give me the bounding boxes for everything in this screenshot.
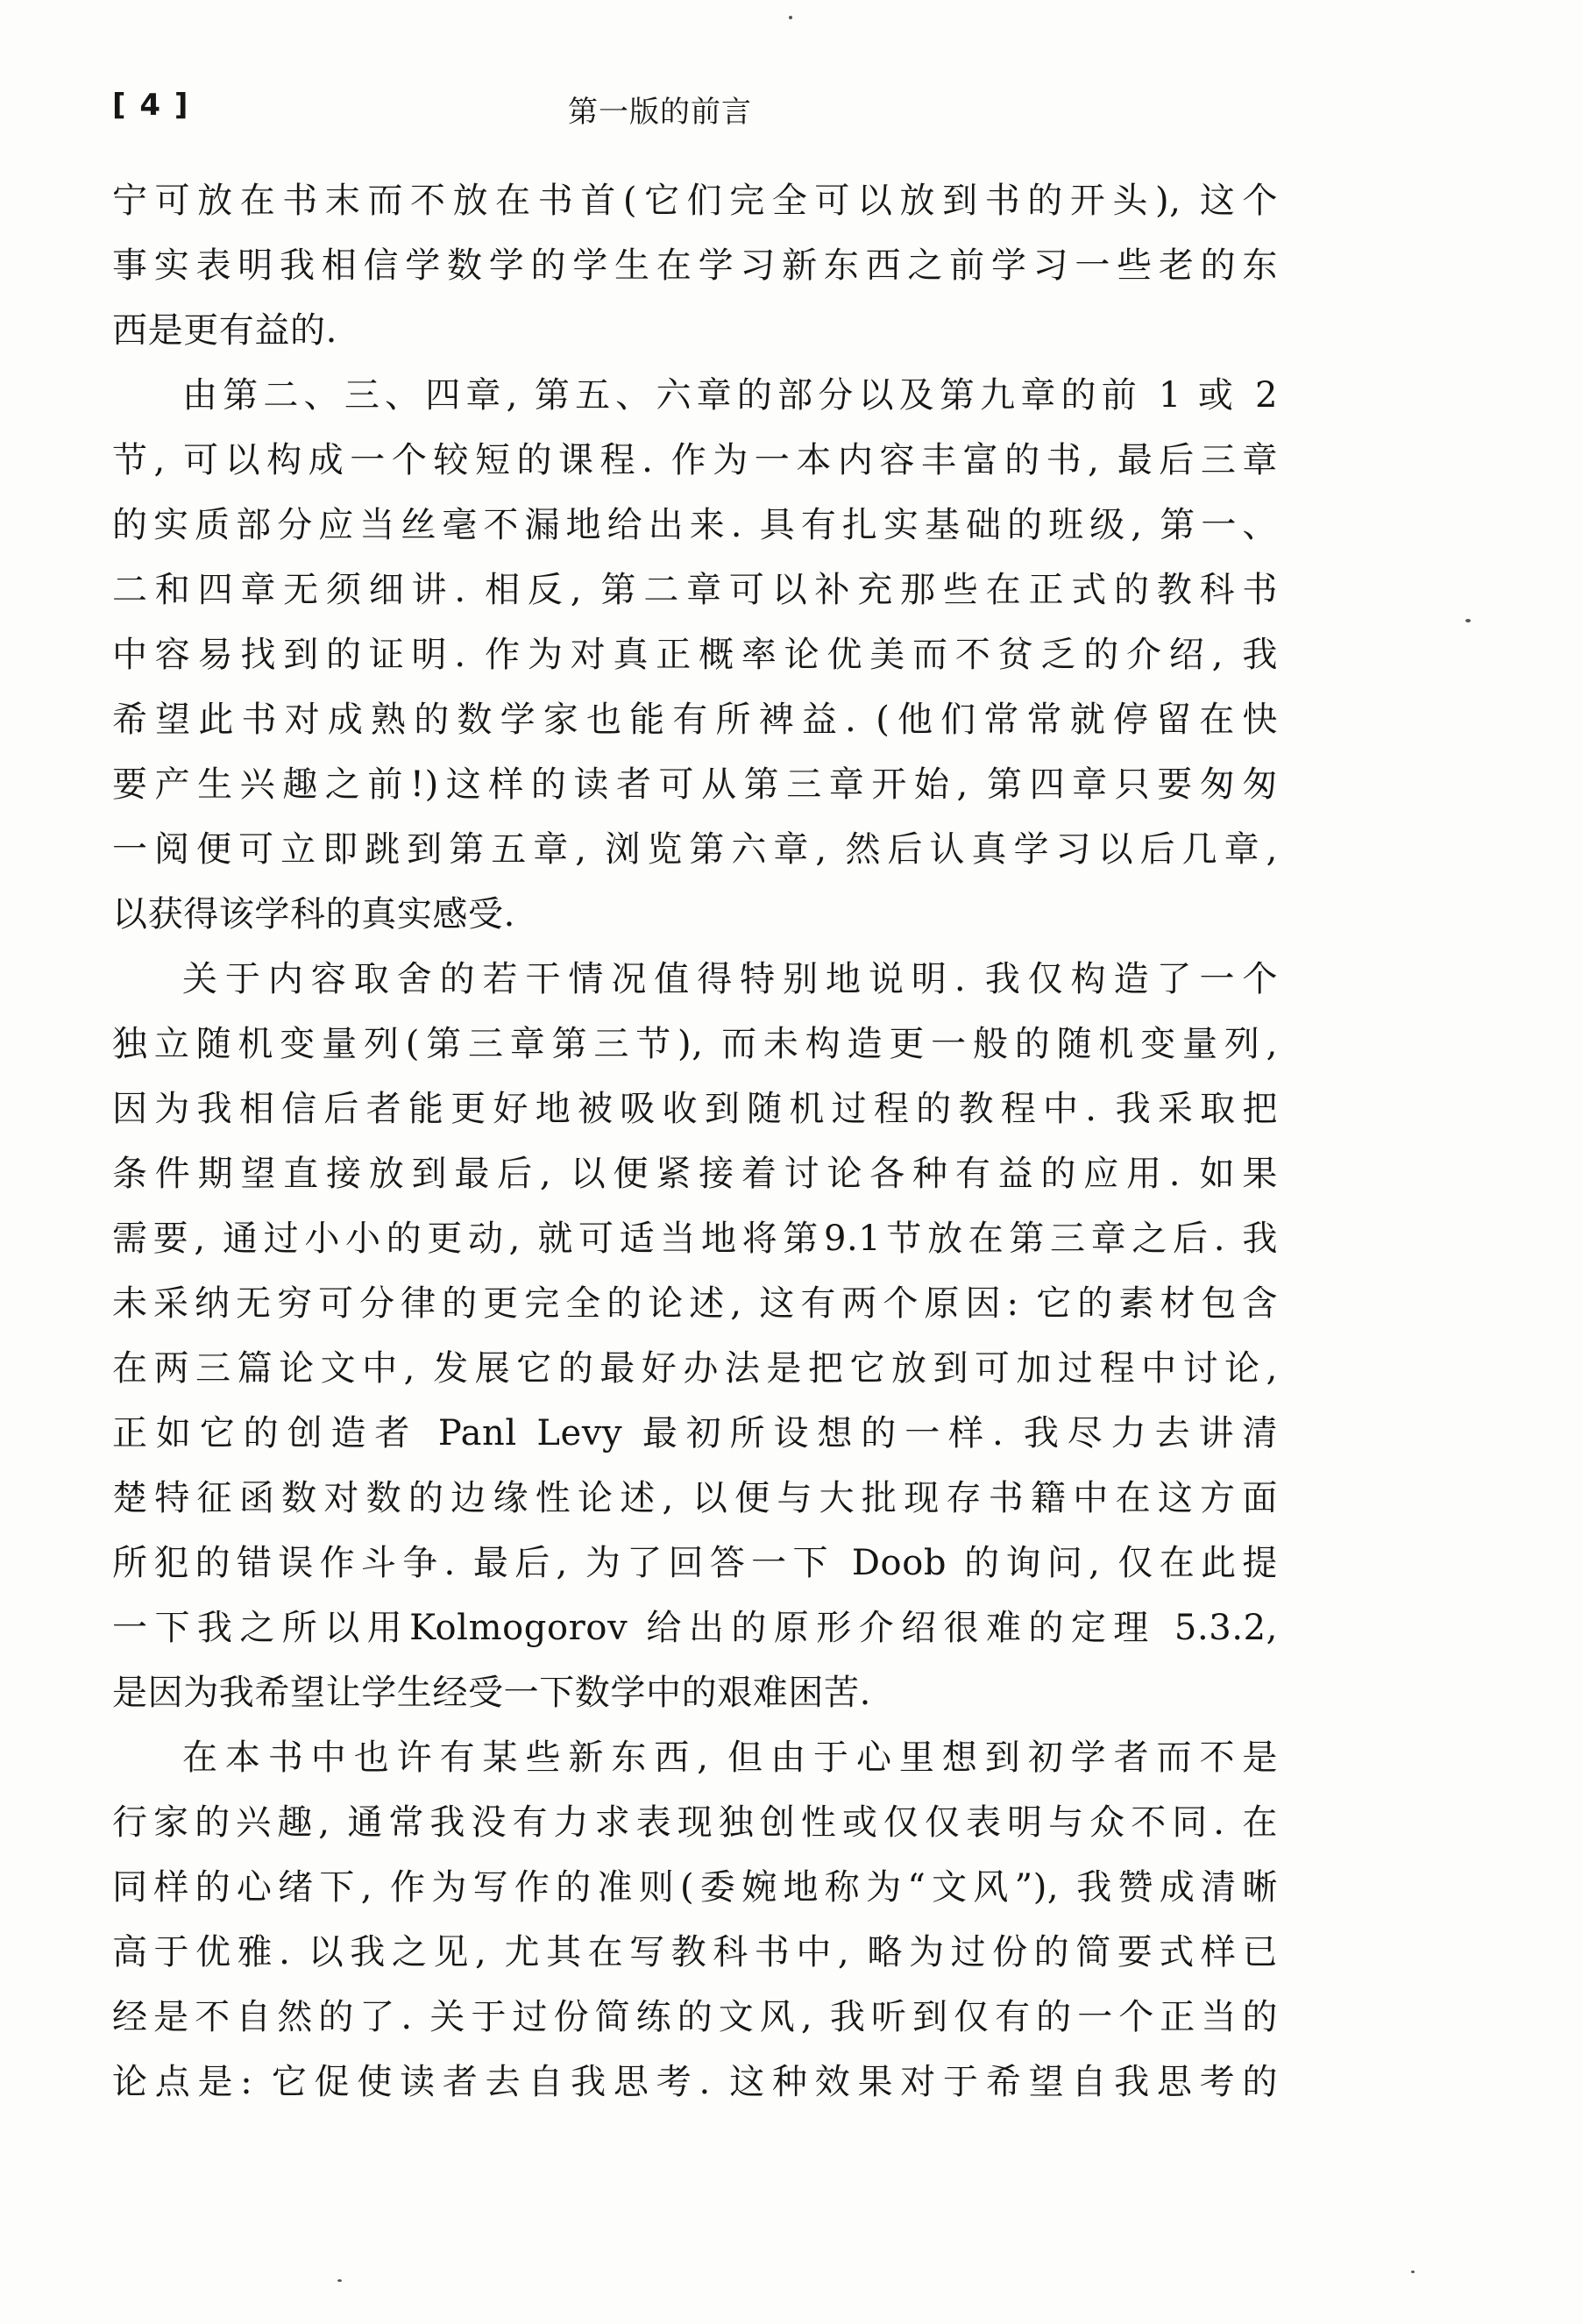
text-line: 二和四章无须细讲. 相反, 第二章可以补充那些在正式的教科书 bbox=[112, 570, 1278, 610]
text-line: 论点是: 它促使读者去自我思考. 这种效果对于希望自我思考的 bbox=[112, 2062, 1278, 2102]
text-line: 一阅便可立即跳到第五章, 浏览第六章, 然后认真学习以后几章, bbox=[112, 829, 1278, 870]
text-line: 在两三篇论文中, 发展它的最好办法是把它放到可加过程中讨论, bbox=[112, 1348, 1278, 1389]
text-line: 关于内容取舍的若干情况值得特别地说明. 我仅构造了一个 bbox=[182, 959, 1278, 999]
text-line: 事实表明我相信学数学的学生在学习新东西之前学习一些老的东 bbox=[112, 245, 1278, 286]
text-line: 在本书中也许有某些新东西, 但由于心里想到初学者而不是 bbox=[182, 1738, 1278, 1778]
text-line: 需要, 通过小小的更动, 就可适当地将第9.1节放在第三章之后. 我 bbox=[112, 1219, 1278, 1259]
text-line: 节, 可以构成一个较短的课程. 作为一本内容丰富的书, 最后三章 bbox=[112, 440, 1278, 480]
running-title: 第一版的前言 bbox=[568, 95, 752, 130]
text-line: 中容易找到的证明. 作为对真正概率论优美而不贫乏的介绍, 我 bbox=[112, 635, 1278, 675]
text-line: 宁可放在书末而不放在书首(它们完全可以放到书的开头), 这个 bbox=[112, 181, 1278, 221]
text-line: 西是更有益的. bbox=[112, 310, 337, 351]
text-line: 是因为我希望让学生经受一下数学中的艰难困苦. bbox=[112, 1673, 871, 1713]
scan-speck bbox=[1465, 619, 1471, 622]
text-line: 楚特征函数对数的边缘性论述, 以便与大批现存书籍中在这方面 bbox=[112, 1478, 1278, 1518]
text-line: 条件期望直接放到最后, 以便紧接着讨论各种有益的应用. 如果 bbox=[112, 1154, 1278, 1194]
scan-speck bbox=[337, 2279, 342, 2282]
text-line: 一下我之所以用Kolmogorov 给出的原形介绍很难的定理 5.3.2, bbox=[112, 1608, 1278, 1648]
text-line: 同样的心绪下, 作为写作的准则(委婉地称为“文风”), 我赞成清晰 bbox=[112, 1867, 1278, 1908]
text-line: 行家的兴趣, 通常我没有力求表现独创性或仅仅表明与众不同. 在 bbox=[112, 1802, 1278, 1843]
text-line: 独立随机变量列(第三章第三节), 而未构造更一般的随机变量列, bbox=[112, 1024, 1278, 1064]
text-line: 因为我相信后者能更好地被吸收到随机过程的教程中. 我采取把 bbox=[112, 1089, 1278, 1129]
text-line: 所犯的错误作斗争. 最后, 为了回答一下 Doob 的询问, 仅在此提 bbox=[112, 1543, 1278, 1583]
text-line: 正如它的创造者 Panl Levy 最初所设想的一样. 我尽力去讲清 bbox=[112, 1413, 1278, 1453]
body-text bbox=[112, 168, 1278, 2114]
text-line: 要产生兴趣之前!)这样的读者可从第三章开始, 第四章只要匆匆 bbox=[112, 764, 1278, 805]
text-line: 经是不自然的了. 关于过份简练的文风, 我听到仅有的一个正当的 bbox=[112, 1997, 1278, 2037]
page-header bbox=[112, 88, 1269, 140]
scan-speck bbox=[1411, 2271, 1415, 2273]
text-line: 的实质部分应当丝毫不漏地给出来. 具有扎实基础的班级, 第一、 bbox=[112, 505, 1278, 545]
text-line: 未采纳无穷可分律的更完全的论述, 这有两个原因: 它的素材包含 bbox=[112, 1283, 1278, 1324]
scan-speck bbox=[789, 16, 792, 19]
text-line: 高于优雅. 以我之见, 尤其在写教科书中, 略为过份的简要式样已 bbox=[112, 1932, 1278, 1972]
text-line: 由第二、三、四章, 第五、六章的部分以及第九章的前 1 或 2 bbox=[182, 375, 1278, 416]
text-line: 希望此书对成熟的数学家也能有所裨益. (他们常常就停留在快 bbox=[112, 700, 1278, 740]
page-number: [ 4 ] bbox=[112, 88, 190, 123]
text-line: 以获得该学科的真实感受. bbox=[112, 894, 515, 935]
